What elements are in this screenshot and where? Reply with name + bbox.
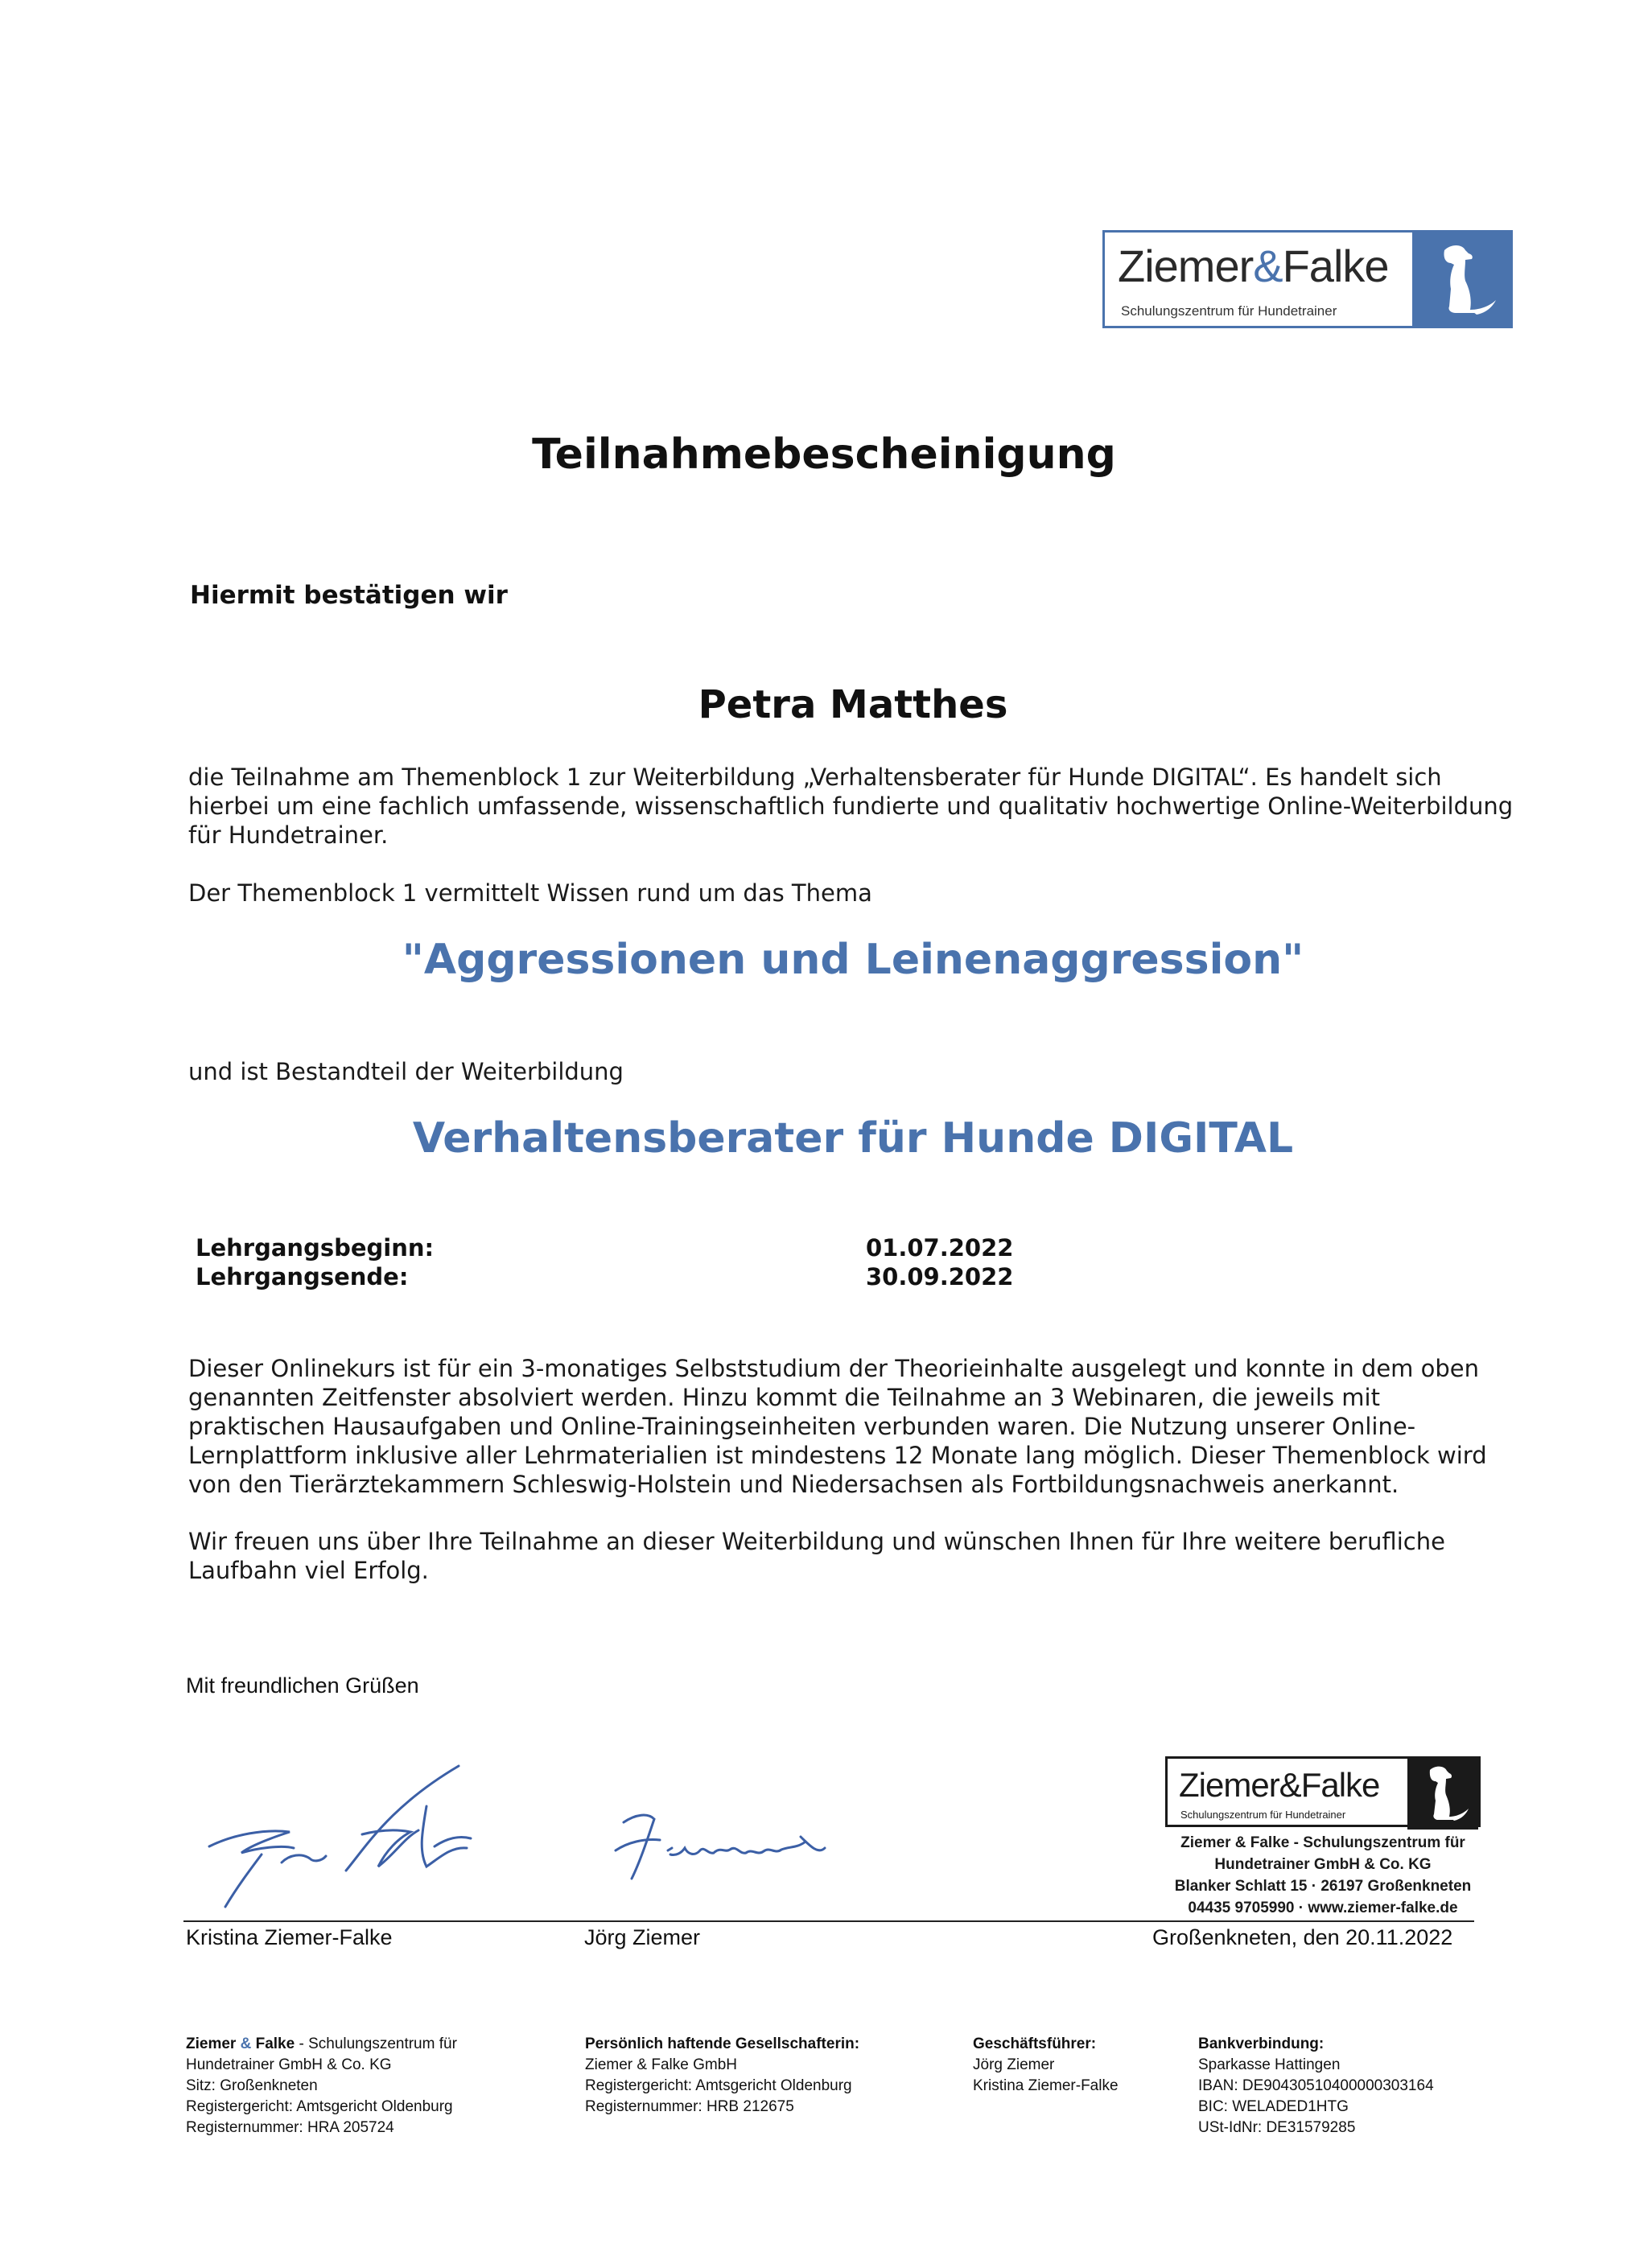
footer-brand-amp: & — [240, 2035, 252, 2052]
footer-partner-heading: Persönlich haftende Gesellschafterin: — [585, 2035, 860, 2052]
logo-brand-part2: Falke — [1282, 241, 1389, 291]
footer-bank — [1198, 2034, 1434, 2138]
footer-partner-line: Registernummer: HRB 212675 — [585, 2098, 794, 2115]
stamp-line-4: 04435 9705990 · www.ziemer-falke.de — [1188, 1900, 1458, 1916]
company-stamp — [1165, 1756, 1487, 1925]
stamp-logo-box — [1165, 1756, 1481, 1827]
signature-divider — [183, 1920, 1474, 1922]
stamp-line-2: Hundetrainer GmbH & Co. KG — [1214, 1856, 1432, 1873]
logo-brand — [1118, 241, 1389, 291]
footer-company — [186, 2034, 457, 2138]
stamp-line-1: Ziemer & Falke - Schulungszentrum für — [1180, 1834, 1465, 1851]
participant-name: Petra Matthes — [698, 682, 1008, 727]
footer-bank-line: BIC: WELADED1HTG — [1198, 2098, 1349, 2115]
logo-brand-amp: & — [1253, 241, 1283, 291]
begin-date: 01.07.2022 — [866, 1234, 1014, 1262]
stamp-brand: Ziemer&Falke — [1179, 1766, 1380, 1804]
end-date: 30.09.2022 — [866, 1263, 1014, 1290]
footer-company-heading — [186, 2034, 457, 2055]
footer-management-line: Jörg Ziemer — [973, 2056, 1055, 2073]
closing-wishes: Wir freuen uns über Ihre Teilnahme an dieser Weiterbildung und wünschen Ihnen für Ihre weitere berufliche Laufbahn viel Erfolg. — [188, 1528, 1445, 1584]
place-and-date: Großenkneten, den 20.11.2022 — [1152, 1925, 1453, 1949]
company-logo — [1102, 230, 1513, 328]
footer-company-line: Registergericht: Amtsgericht Oldenburg — [186, 2098, 453, 2115]
footer-brand-a: Ziemer — [186, 2035, 241, 2052]
signatory-name-2: Jörg Ziemer — [584, 1925, 701, 1949]
stamp-tagline: Schulungszentrum für Hundetrainer — [1180, 1809, 1346, 1821]
footer-partner-line: Registergericht: Amtsgericht Oldenburg — [585, 2077, 852, 2094]
greeting: Mit freundlichen Grüßen — [186, 1673, 419, 1698]
begin-label: Lehrgangsbeginn: — [196, 1234, 435, 1262]
signature-joerg — [608, 1790, 849, 1895]
footer-management — [973, 2034, 1119, 2097]
footer-bank-heading: Bankverbindung: — [1198, 2035, 1325, 2052]
topic-intro: Der Themenblock 1 vermittelt Wissen rund um das Thema — [188, 879, 872, 907]
dog-logo-icon — [1412, 233, 1510, 326]
footer-company-line: Registernummer: HRA 205724 — [186, 2119, 394, 2136]
logo-tagline: Schulungszentrum für Hundetrainer — [1121, 303, 1337, 319]
footer-management-heading: Geschäftsführer: — [973, 2035, 1097, 2052]
part-of-text: und ist Bestandteil der Weiterbildung — [188, 1058, 624, 1085]
footer-bank-line: IBAN: DE90430510400000303164 — [1198, 2077, 1434, 2094]
course-heading: Verhaltensberater für Hunde DIGITAL — [412, 1114, 1294, 1163]
logo-brand-part1: Ziemer — [1118, 241, 1254, 291]
page-title: Teilnahmebescheinigung — [532, 430, 1116, 479]
signatory-name-1: Kristina Ziemer-Falke — [186, 1925, 393, 1949]
footer-management-line: Kristina Ziemer-Falke — [973, 2077, 1119, 2094]
course-description: Dieser Onlinekurs ist für ein 3-monatiges Selbststudium der Theorieinhalte ausgelegt und konnte in dem oben genannten Zeitfenster absolviert werden. Hinzu kommt die Teilnahme an 3 Webinaren, die jeweils mit praktischen Hausaufgaben und Online-Trainingseinheiten verbunden waren. Die Nutzung unserer Online-Lernplattform inklusive aller Lehrmaterialien ist mindestens 12 Monate lang möglich. Dieser Themenblock wird von den Tierärztekammern Schleswig-Holstein und Niedersachsen als Fortbildungsnachweis anerkannt. — [188, 1355, 1487, 1498]
footer-partner — [585, 2034, 859, 2118]
stamp-dog-icon — [1407, 1759, 1478, 1830]
stamp-address — [1165, 1832, 1481, 1919]
footer-bank-line: USt-IdNr: DE31579285 — [1198, 2119, 1356, 2136]
footer-brand-rest: - Schulungszentrum für — [295, 2035, 457, 2052]
topic-heading: "Aggressionen und Leinenaggression" — [402, 936, 1304, 984]
footer-brand-b: Falke — [251, 2035, 295, 2052]
footer-company-line: Hundetrainer GmbH & Co. KG — [186, 2056, 392, 2073]
signature-kristina — [193, 1758, 499, 1919]
intro-paragraph: die Teilnahme am Themenblock 1 zur Weiterbildung „Verhaltensberater für Hunde DIGITAL“. Es handelt sich hierbei um eine fachlich umfassende, wissenschaftlich fundierte und qualitativ hochwertige Online-Weiterbildung für Hundetrainer. — [188, 764, 1514, 849]
footer-company-line: Sitz: Großenkneten — [186, 2077, 318, 2094]
footer-bank-line: Sparkasse Hattingen — [1198, 2056, 1341, 2073]
stamp-line-3: Blanker Schlatt 15 · 26197 Großenkneten — [1174, 1878, 1472, 1895]
footer-partner-line: Ziemer & Falke GmbH — [585, 2056, 737, 2073]
confirmation-intro: Hiermit bestätigen wir — [190, 581, 508, 610]
end-label: Lehrgangsende: — [196, 1263, 409, 1290]
